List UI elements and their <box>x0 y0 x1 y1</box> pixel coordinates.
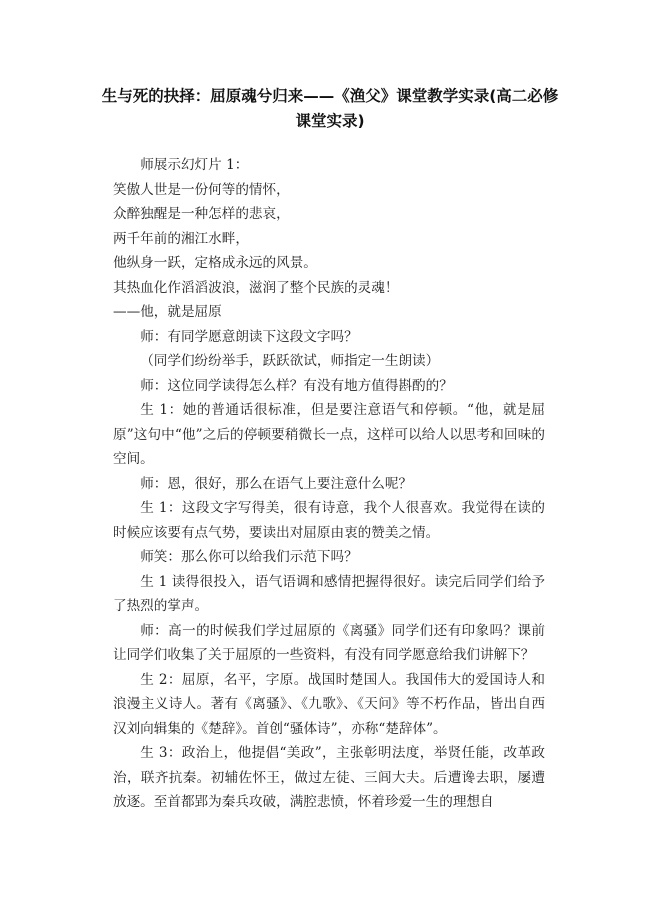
slide-line-3: 两千年前的湘江水畔， <box>113 230 249 247</box>
paragraph-slide-intro: 师展示幻灯片 1： <box>140 157 249 173</box>
slide-line-5: 其热血化作滔滔波浪，滋润了整个民族的灵魂！ <box>113 279 399 296</box>
slide-line-2: 众醉独醒是一种怎样的悲哀， <box>113 206 290 222</box>
slide-line-4: 他纵身一跃，定格成永远的风景。 <box>113 255 317 271</box>
paragraph-teacher-2: 师：这位同学读得怎么样？有没有地方值得斟酌的？ <box>140 377 453 394</box>
slide-line-6: ——他，就是屈原 <box>113 304 222 320</box>
paragraph-student-1c: 生 1 读得很投入，语气语调和感情把握得很好。读完后同学们给予了热烈的掌声。 <box>113 573 545 614</box>
paragraph-student-1b: 生 1：这段文字写得美，很有诗意，我个人很喜欢。我觉得在读的时候应该要有点气势，要读出对屈原由衷的赞美之情。 <box>113 500 545 541</box>
paragraph-student-2: 生 2：屈原，名平，字原。战国时楚国人。我国伟大的爱国诗人和浪漫主义诗人。著有《离骚》、《九歌》、《天问》等不朽作品，皆出自西汉刘向辑集的《楚辞》。首创“骚体诗”，亦称“楚辞体”。 <box>113 671 545 737</box>
paragraph-student-1a: 生 1：她的普通话很标准，但是要注意语气和停顿。“他，就是屈原”这句中“他”之后的停顿要稍微长一点，这样可以给人以思考和回味的空间。 <box>113 402 545 467</box>
paragraph-teacher-4: 师笑：那么你可以给我们示范下吗？ <box>140 549 358 565</box>
paragraph-stage-direction: （同学们纷纷举手，跃跃欲试，师指定一生朗读） <box>140 353 440 369</box>
document-title: 生与死的抉择：屈原魂兮归来——《渔父》课堂教学实录(高二必修课堂实录) <box>101 87 559 130</box>
paragraph-teacher-5: 师：高一的时候我们学过屈原的《离骚》同学们还有印象吗？课前让同学们收集了关于屈原的一些资料，有没有同学愿意给我们讲解下？ <box>113 622 545 663</box>
paragraph-teacher-1: 师：有同学愿意朗读下这段文字吗？ <box>140 328 358 345</box>
paragraph-teacher-3: 师：恩，很好，那么在语气上要注意什么呢？ <box>140 475 413 492</box>
document-body <box>113 153 545 815</box>
paragraph-student-3: 生 3：政治上，他提倡“美政”，主张彰明法度，举贤任能，改革政治，联齐抗秦。初辅佐怀王，做过左徒、三闾大夫。后遭谗去职，屡遭放逐。至首都郢为秦兵攻破，满腔悲愤，怀着珍爱一生的理想自 <box>113 745 545 810</box>
slide-line-1: 笑傲人世是一份何等的情怀， <box>113 181 290 198</box>
